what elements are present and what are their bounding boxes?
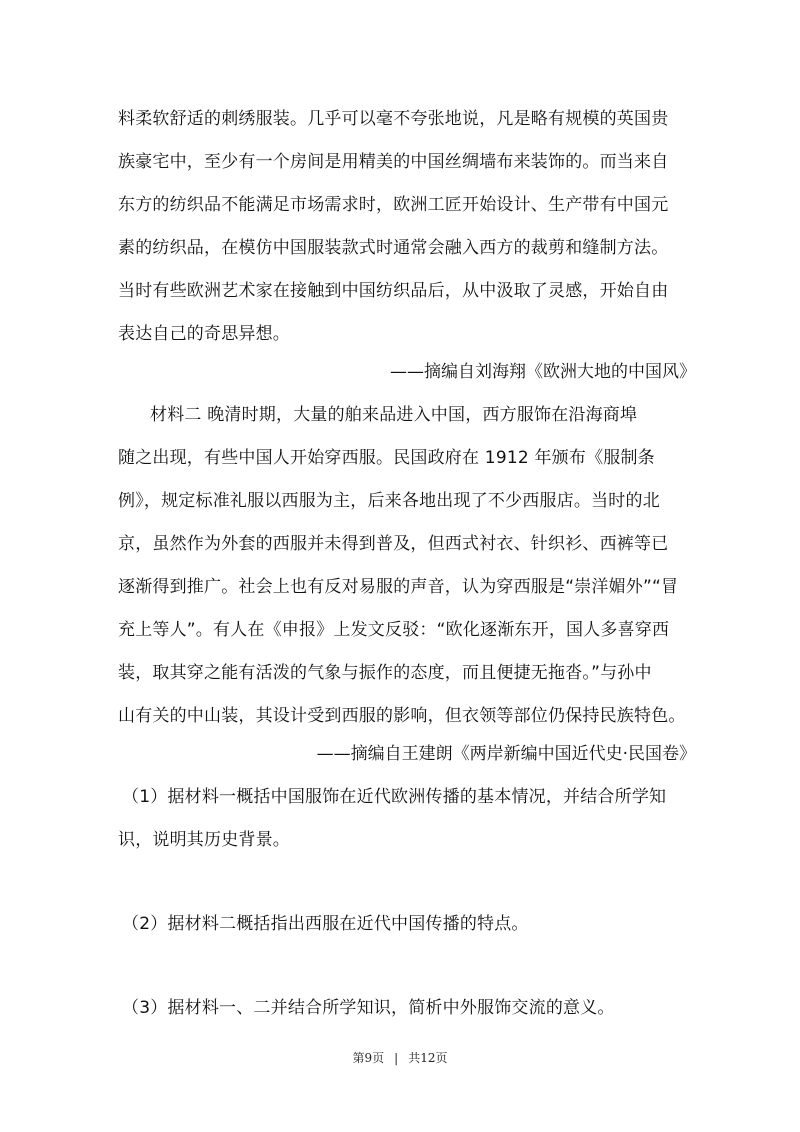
material-two-line: 随之出现，有些中国人开始穿西服。民国政府在 1912 年颁布《服制条 [118, 448, 655, 468]
material-two-line: 例》，规定标准礼服以西服为主，后来各地出现了不少西服店。当时的北 [118, 491, 660, 511]
material-two-source: ——摘编自王建朗《两岸新编中国近代史·民国卷》 [316, 744, 696, 764]
material-two-line: 材料二 晚清时期，大量的舶来品进入中国，西方服饰在沿海商埠 [150, 405, 638, 425]
material-one-line: 族豪宅中，至少有一个房间是用精美的中国丝绸墙布来装饰的。而当来自 [118, 152, 669, 172]
material-two-line: 充上等人”。有人在《申报》上发文反驳：“欧化逐渐东开，国人多喜穿西 [118, 620, 670, 640]
material-two-line: 京，虽然作为外套的西服并未得到普及，但西式衬衣、针织衫、西裤等已 [118, 534, 669, 554]
question-3-line: （3）据材料一、二并结合所学知识，简析中外服饰交流的意义。 [122, 998, 615, 1018]
material-two-line: 装，取其穿之能有活泼的气象与振作的态度，而且便捷无拖沓。”与孙中 [118, 663, 652, 683]
question-1-line: 识，说明其历史背景。 [118, 830, 290, 850]
material-one-line: 当时有些欧洲艺术家在接触到中国纺织品后，从中汲取了灵感，开始自由 [118, 281, 669, 301]
material-two-line: 山有关的中山装，其设计受到西服的影响，但衣领等部位仍保持民族特色。 [118, 706, 686, 726]
question-2-line: （2）据材料二概括指出西服在近代中国传播的特点。 [122, 914, 529, 934]
material-one-line: 素的纺织品，在模仿中国服装款式时通常会融入西方的裁剪和缝制方法。 [118, 238, 669, 258]
material-two-line: 逐渐得到推广。社会上也有反对易服的声音，认为穿西服是“崇洋媚外”“冒 [118, 577, 679, 597]
page-total: 共12页 [408, 1051, 448, 1065]
question-1-line: （1）据材料一概括中国服饰在近代欧洲传播的基本情况，并结合所学知 [122, 787, 667, 807]
material-one-line: 料柔软舒适的刺绣服装。几乎可以毫不夸张地说，凡是略有规模的英国贵 [118, 109, 669, 129]
material-one-line: 表达自己的奇思异想。 [118, 324, 290, 344]
material-one-source: ——摘编自刘海翔《欧洲大地的中国风》 [390, 362, 696, 382]
material-one-line: 东方的纺织品不能满足市场需求时，欧洲工匠开始设计、生产带有中国元 [118, 195, 669, 215]
footer-separator: | [394, 1051, 399, 1065]
page-number: 第9页 [352, 1051, 385, 1065]
page-footer [0, 1049, 800, 1066]
